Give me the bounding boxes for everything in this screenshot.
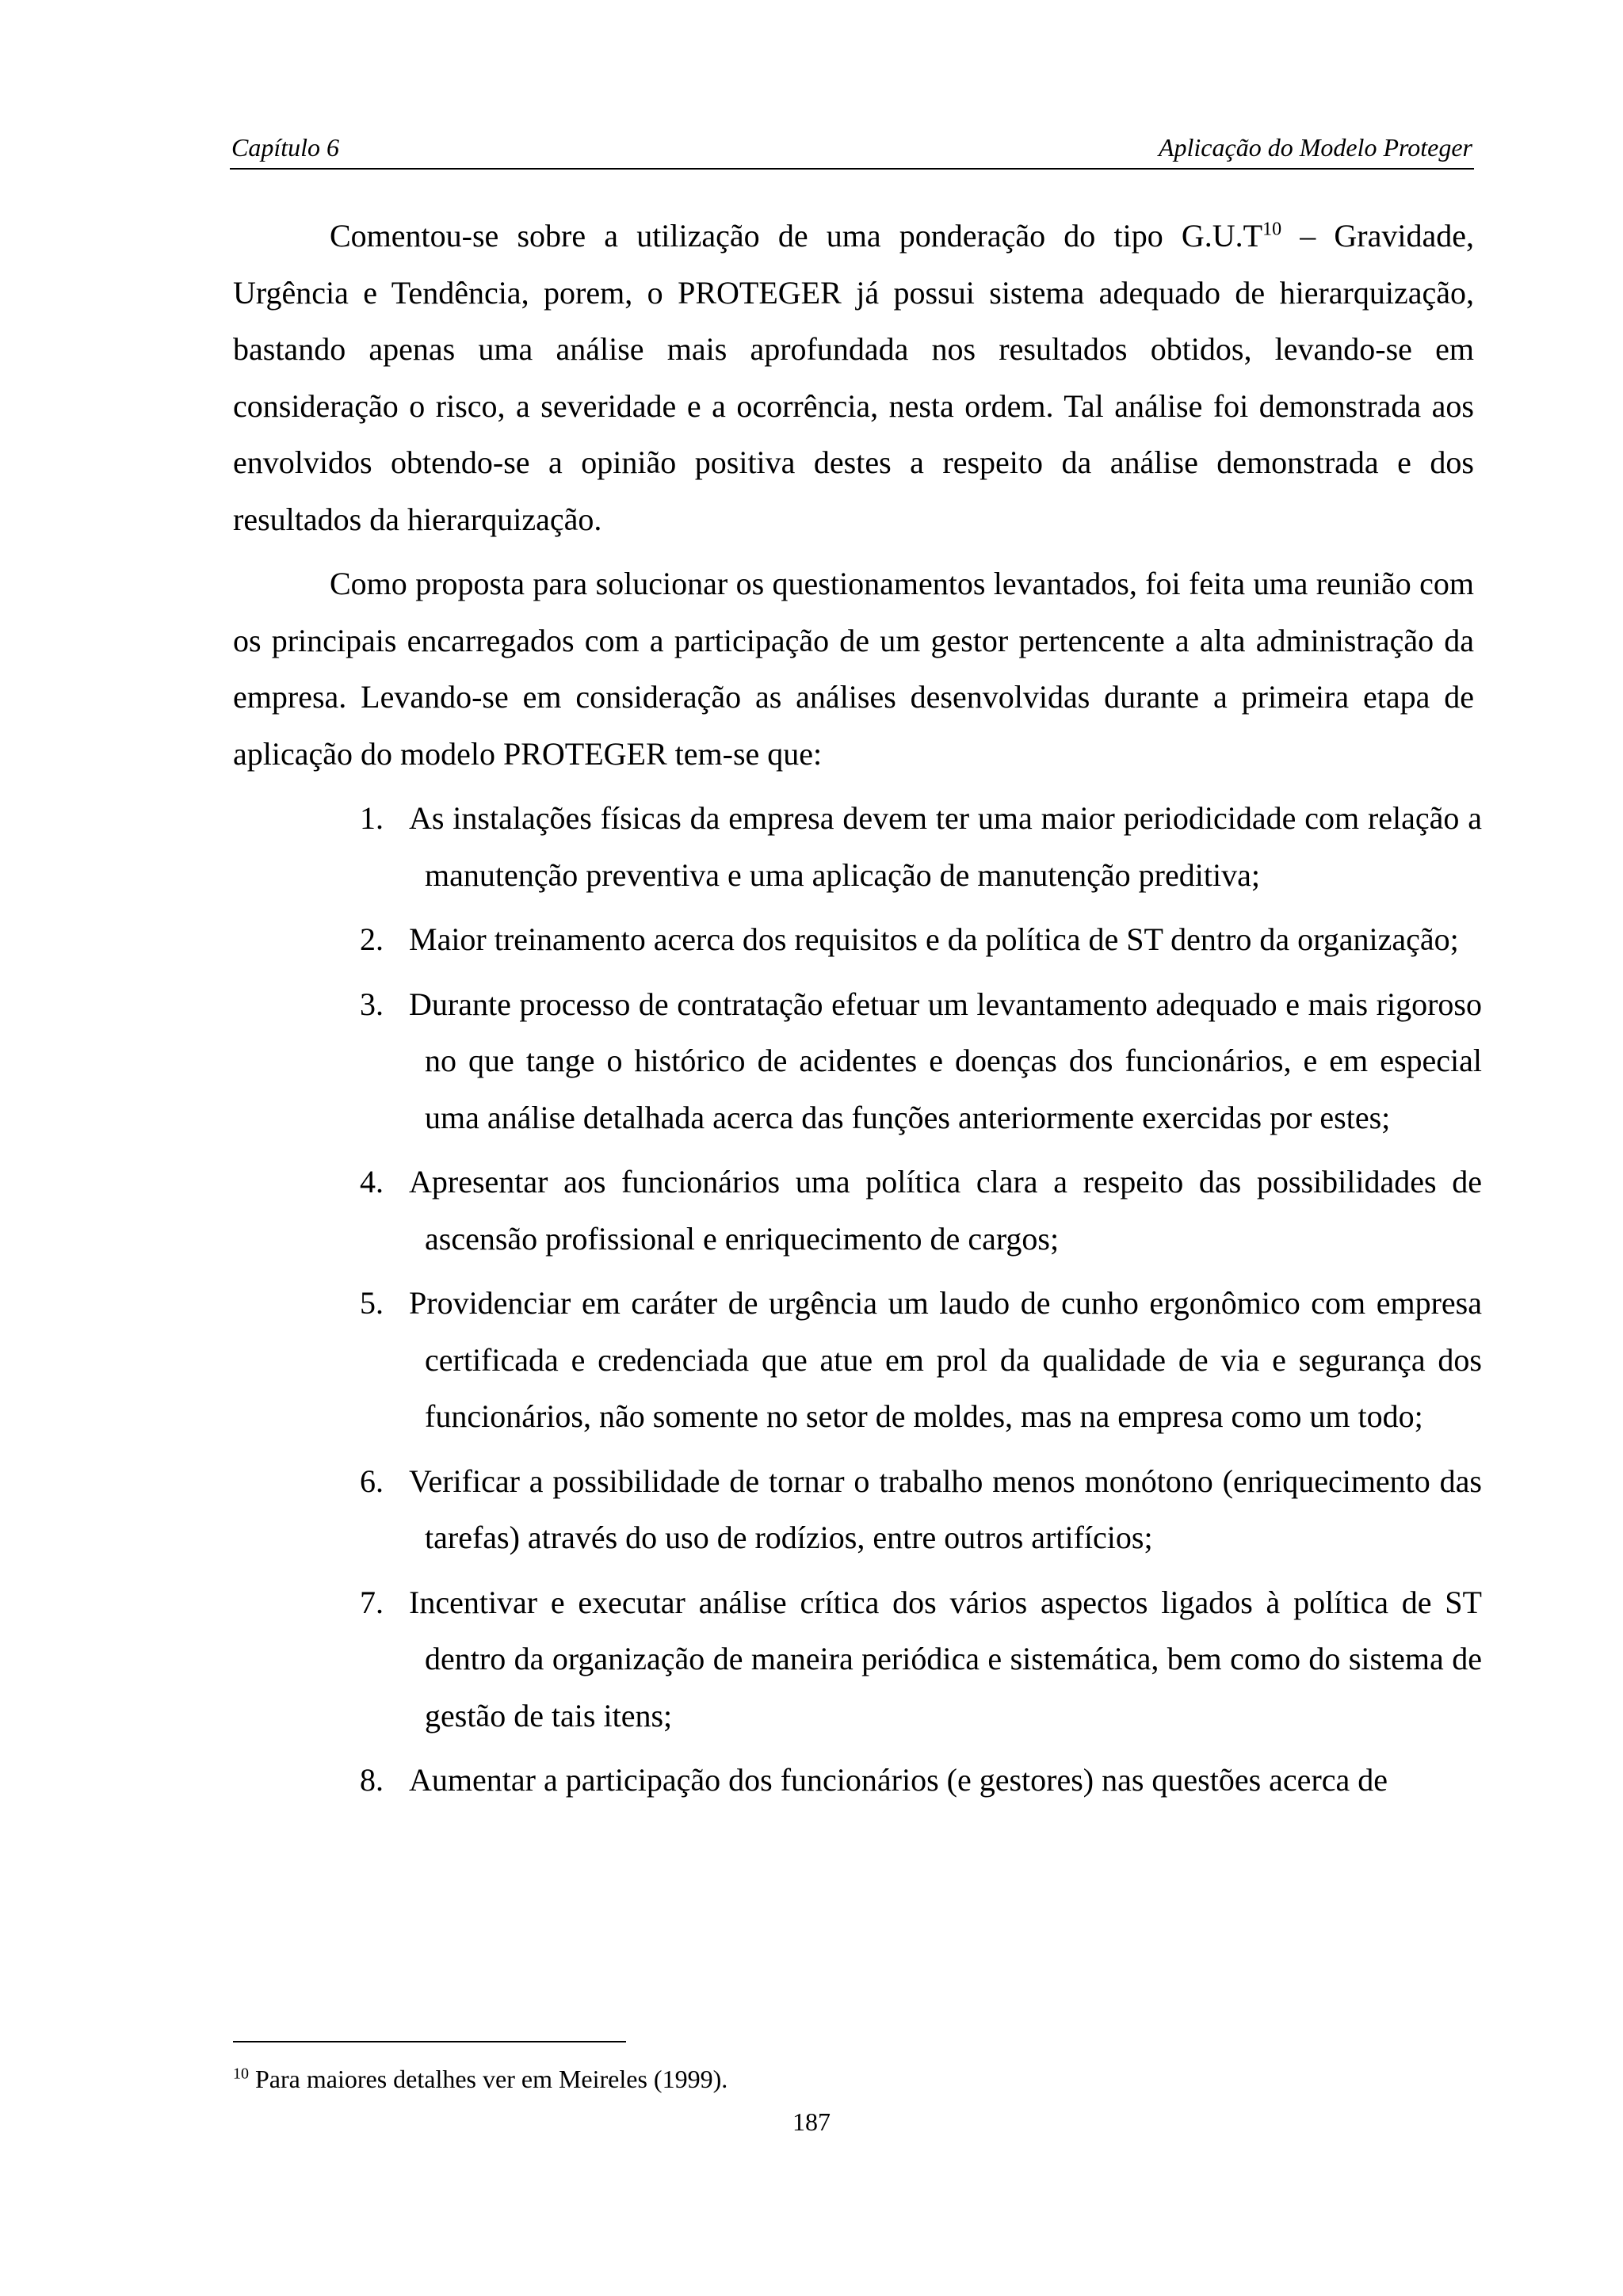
running-header [230, 132, 1474, 170]
list-item-number: 2. [360, 921, 384, 957]
footnote [233, 2063, 727, 2095]
list-item-text: Incentivar e executar análise crítica dos vários aspectos ligados à política de ST dentro da organização de maneira periódica e sistemática, bem como do sistema de gestão de tais itens; [409, 1584, 1482, 1733]
list-item [360, 1574, 1482, 1745]
list-item-text: As instalações físicas da empresa devem ter uma maior periodicidade com relação a manutenção preventiva e uma aplicação de manutenção preditiva; [409, 800, 1482, 893]
footnote-separator [233, 2041, 626, 2042]
list-item-text: Durante processo de contratação efetuar um levantamento adequado e mais rigoroso no que tange o histórico de acidentes e doenças dos funcionários, e em especial uma análise detalhada acerca das funções anteriormente exercidas por estes; [409, 986, 1482, 1135]
footnote-text: Para maiores detalhes ver em Meireles (1999). [249, 2065, 728, 2093]
paragraph-1-text-end: – Gravidade, Urgência e Tendência, porem, o PROTEGER já possui sistema adequado de hierarquização, bastando apenas uma análise mais aprofundada nos resultados obtidos, levando-se em consideração o risco, a severidade e a ocorrência, nesta ordem. Tal análise foi demonstrada aos envolvidos obtendo-se a opinião positiva destes a respeito da análise demonstrada e dos resultados da hierarquização. [233, 218, 1474, 537]
list-item-number: 8. [360, 1762, 384, 1798]
section-title: Aplicação do Modelo Proteger [1158, 133, 1472, 162]
list-item-text: Maior treinamento acerca dos requisitos e da política de ST dentro da organização; [409, 921, 1459, 957]
paragraph-1 [233, 208, 1474, 547]
list-item [360, 1453, 1482, 1566]
list-item-text: Apresentar aos funcionários uma política clara a respeito das possibilidades de ascensão profissional e enriquecimento de cargos; [409, 1164, 1482, 1257]
page-number: 187 [792, 2107, 831, 2136]
paragraph-2: Como proposta para solucionar os questionamentos levantados, foi feita uma reunião com os principais encarregados com a participação de um gestor pertencente a alta administração da empresa. Levando-se em consideração as análises desenvolvidas durante a primeira etapa de aplicação do modelo PROTEGER tem-se que: [233, 566, 1474, 772]
list-item [360, 1275, 1482, 1445]
list-item-number: 4. [360, 1164, 384, 1199]
chapter-label: Capítulo 6 [231, 133, 340, 162]
list-item-text: Aumentar a participação dos funcionários (e gestores) nas questões acerca de [409, 1762, 1388, 1798]
list-item-number: 5. [360, 1285, 384, 1321]
list-item [360, 1154, 1482, 1267]
list-item [360, 1752, 1482, 1809]
list-item-number: 6. [360, 1463, 384, 1499]
list-item-number: 3. [360, 986, 384, 1022]
list-item-text: Providenciar em caráter de urgência um laudo de cunho ergonômico com empresa certificada e credenciada que atue em prol da qualidade de via e segurança dos funcionários, não somente no setor de moldes, mas na empresa como um todo; [409, 1285, 1482, 1434]
list-item [360, 976, 1482, 1146]
list-item-text: Verificar a possibilidade de tornar o trabalho menos monótono (enriquecimento das tarefas) através do uso de rodízios, entre outros artifícios; [409, 1463, 1482, 1555]
list-item [360, 790, 1482, 903]
footnote-reference: 10 [1262, 219, 1282, 240]
footnote-mark: 10 [233, 2065, 249, 2083]
list-item-number: 1. [360, 800, 384, 836]
body-text [233, 208, 1482, 1817]
recommendation-list [233, 790, 1482, 1809]
paragraph-1-text-start: Comentou-se sobre a utilização de uma ponderação do tipo G.U.T [330, 218, 1263, 254]
list-item [360, 911, 1482, 968]
list-item-number: 7. [360, 1584, 384, 1620]
